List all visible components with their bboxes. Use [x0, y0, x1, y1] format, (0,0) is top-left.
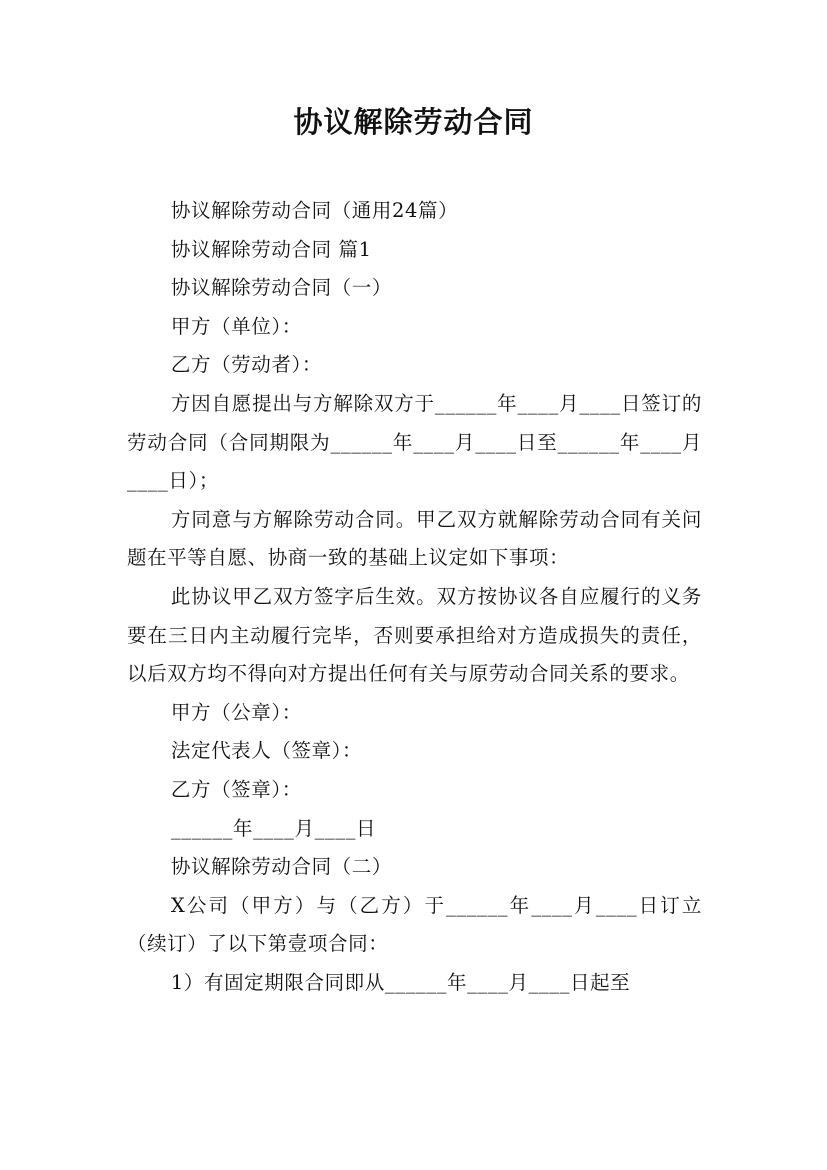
paragraph-agreement: 方同意与方解除劳动合同。甲乙双方就解除劳动合同有关问题在平等自愿、协商一致的基础上议定如下事项：: [127, 507, 702, 570]
document-title: 协议解除劳动合同: [293, 105, 534, 139]
paragraph-party-a: 甲方（单位）：: [170, 314, 302, 338]
paragraph-section-heading: 协议解除劳动合同 篇1: [170, 237, 372, 261]
document-body: [127, 192, 702, 1002]
paragraph-fixed-term: 1）有固定期限合同即从______年____月____日起至: [170, 970, 631, 994]
paragraph-company-contract: X公司（甲方）与（乙方）于______年____月____日订立（续订）了以下第壹项合同：: [127, 893, 702, 956]
paragraph-party-a-seal: 甲方（公章）：: [170, 700, 302, 724]
paragraph-contract-one-heading: 协议解除劳动合同（一）: [170, 276, 392, 300]
paragraph-party-b: 乙方（劳动者）：: [170, 353, 322, 377]
paragraph-contract-two-heading: 协议解除劳动合同（二）: [170, 855, 392, 879]
paragraph-legal-representative: 法定代表人（签章）：: [170, 739, 363, 763]
paragraph-party-b-signature: 乙方（签章）：: [170, 777, 302, 801]
paragraph-collection-title: 协议解除劳动合同（通用24篇）: [170, 199, 459, 222]
paragraph-termination-request: 方因自愿提出与方解除双方于______年____月____日签订的劳动合同（合同期限为______年____月____日至______年____月____日）；: [127, 391, 702, 493]
paragraph-date-line: ______年____月____日: [170, 816, 377, 840]
paragraph-effectiveness: 此协议甲乙双方签字后生效。双方按协议各自应履行的义务要在三日内主动履行完毕，否则要承担给对方造成损失的责任，以后双方均不得向对方提出任何有关与原劳动合同关系的要求。: [127, 584, 702, 686]
